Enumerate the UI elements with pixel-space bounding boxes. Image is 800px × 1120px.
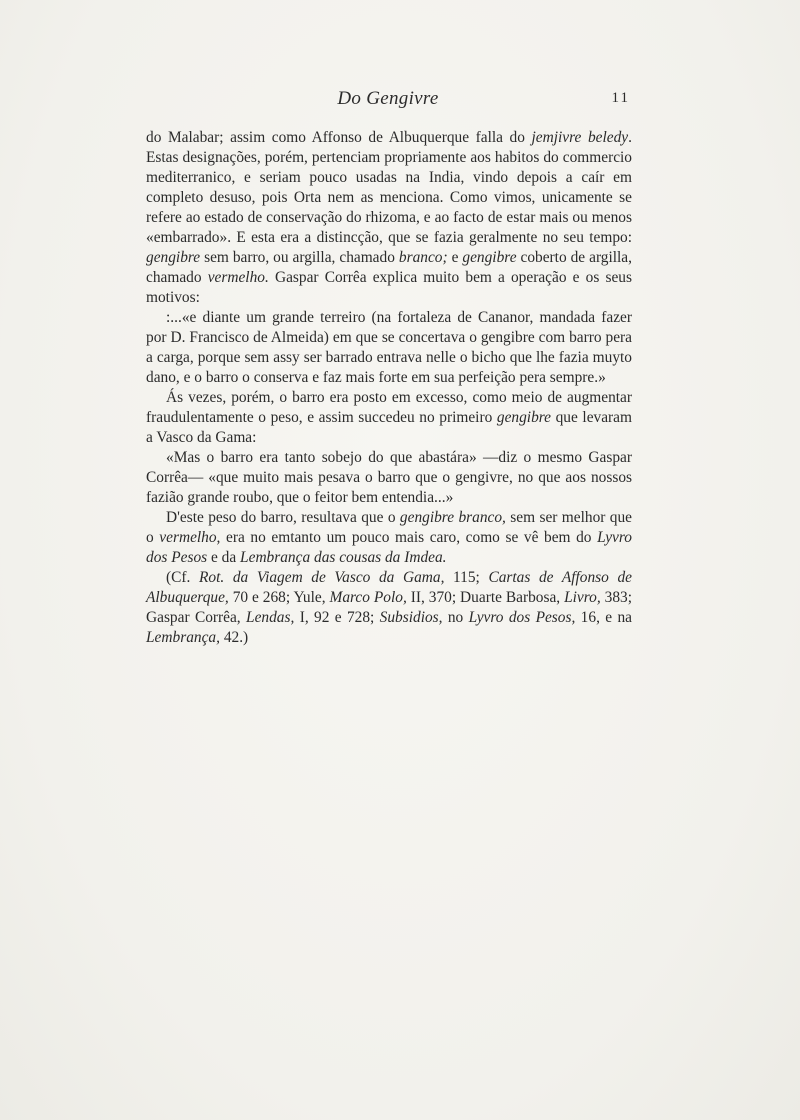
italic-text: Lyvro dos Pesos,: [468, 609, 576, 626]
italic-text: Lyvro dos Pesos: [146, 529, 632, 566]
page-header: [146, 88, 630, 112]
italic-text: Livro,: [564, 589, 601, 606]
text-run: era no emtanto um pouco mais caro, como se vê bem do: [220, 529, 598, 546]
paragraph-quote: [146, 448, 632, 508]
paragraph: [146, 388, 632, 448]
text-run: do Malabar; assim como Affonso de Albuquerque falla do: [146, 129, 532, 146]
text-run: e da: [207, 549, 241, 566]
text-run: 16, e na: [575, 609, 632, 626]
text-run: :...«e diante um grande terreiro (na fortaleza de Cananor, mandada fazer por D. Francisco de Almeida) em que se concertava o gengibre com barro pera a carga, porque sem assy ser barrado entrava nelle o bicho que lhe fazia muyto dano, e o barro o conserva e faz mais forte em sua perfeição pera sempre.»: [146, 309, 632, 386]
italic-text: Rot. da Viagem de Vasco da Gama,: [198, 569, 445, 586]
text-run: D'este peso do barro, resultava que o: [166, 509, 400, 526]
italic-text: vermelho,: [159, 529, 221, 546]
page-number: 11: [611, 90, 630, 106]
text-run: (Cf.: [166, 569, 199, 586]
italic-text: vermelho.: [207, 269, 269, 286]
running-title: Do Gengivre: [337, 88, 439, 109]
italic-text: gengibre: [146, 249, 201, 266]
text-run: 383; Gaspar Corrêa,: [146, 589, 632, 626]
paragraph: [146, 508, 632, 568]
text-run: 70 e 268; Yule,: [228, 589, 330, 606]
text-run: Gaspar Corrêa explica muito bem a operação e os seus motivos:: [146, 269, 632, 306]
text-run: 115;: [444, 569, 489, 586]
italic-text: jemjivre beledy: [531, 129, 629, 146]
italic-text: gengibre branco,: [399, 509, 506, 526]
italic-text: Marco Polo,: [329, 589, 407, 606]
italic-text: Lendas,: [246, 609, 295, 626]
text-run: sem ser melhor que o: [146, 509, 633, 546]
text-run: I, 92 e 728;: [294, 609, 380, 626]
italic-text: Lembrança,: [146, 629, 220, 646]
text-run: e: [447, 249, 463, 266]
text-run: Ás vezes, porém, o barro era posto em excesso, como meio de augmentar fraudulentamente o peso, e assim succedeu no primeiro: [146, 389, 632, 426]
paragraph: [146, 128, 632, 308]
paragraph-references: [146, 568, 632, 648]
text-run: que levaram a Vasco da Gama:: [146, 409, 632, 446]
italic-text: branco;: [398, 249, 448, 266]
italic-text: Cartas de Affonso de Albuquerque,: [146, 569, 632, 606]
text-run: . Estas designações, porém, pertenciam propriamente aos habitos do commercio mediterranico, e seriam pouco usadas na India, vindo depois a caír em completo desuso, pois Orta nem as menciona. Como vimos, unicamente se refere ao estado de conservação do rhizoma, e ao facto de estar mais ou menos «embarrado». E esta era a distincção, que se fazia geralmente no seu tempo:: [146, 129, 632, 246]
text-run: no: [442, 609, 469, 626]
paragraph-quote: [146, 308, 632, 388]
text-run: II, 370; Duarte Barbosa,: [406, 589, 565, 606]
text-run: «Mas o barro era tanto sobejo do que abastára» —diz o mesmo Gaspar Corrêa— «que muito mais pesava o barro que o gengivre, no que aos nossos fazião grande roubo, que o feitor bem entendia...»: [146, 449, 632, 506]
italic-text: Lembrança das cousas da Imdea.: [240, 549, 447, 566]
text-run: 42.): [219, 629, 249, 646]
italic-text: Subsidios,: [379, 609, 443, 626]
italic-text: gengibre: [496, 409, 552, 426]
text-run: coberto de argilla, chamado: [146, 249, 632, 286]
body-text: [146, 128, 632, 648]
italic-text: gengibre: [462, 249, 517, 266]
text-run: sem barro, ou argilla, chamado: [200, 249, 399, 266]
